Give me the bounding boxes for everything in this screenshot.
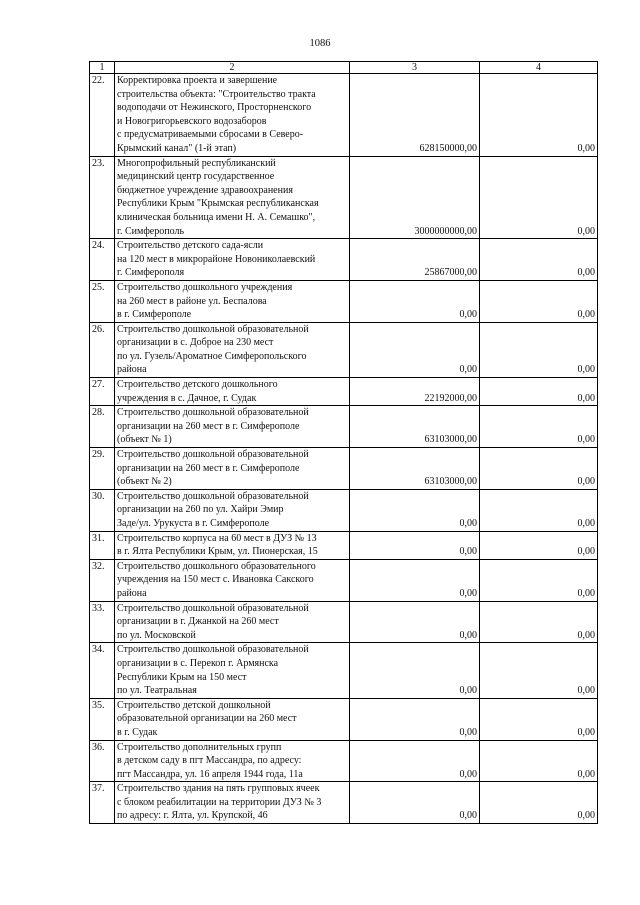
row-value-col3: 22192000,00 [350,378,480,406]
table-row [90,378,598,406]
table-row [90,322,598,377]
row-value-col3: 628150000,00 [350,74,480,157]
row-number: 32. [90,559,115,601]
row-description: Строительство детского дошкольного учреждения в с. Дачное, г. Судак [115,378,350,406]
row-value-col4: 0,00 [480,156,598,239]
row-number: 34. [90,643,115,698]
budget-table [89,61,598,824]
row-number: 27. [90,378,115,406]
row-value-col4: 0,00 [480,448,598,490]
row-value-col4: 0,00 [480,322,598,377]
row-value-col3: 0,00 [350,531,480,559]
table-row [90,239,598,281]
row-number: 26. [90,322,115,377]
row-number: 29. [90,448,115,490]
row-value-col3: 63103000,00 [350,448,480,490]
row-description: Корректировка проекта и завершение строительства объекта: "Строительство тракта водоподачи от Нежинского, Просторненского и Новогригорьевского водозаборов с предусматриваемыми сбросами в Северо- Крымский канал" (1-й этап) [115,74,350,157]
row-number: 24. [90,239,115,281]
row-number: 23. [90,156,115,239]
table-row [90,531,598,559]
row-value-col4: 0,00 [480,643,598,698]
row-value-col3: 0,00 [350,601,480,643]
column-header-2: 2 [115,62,350,74]
table-row [90,643,598,698]
row-number: 31. [90,531,115,559]
row-description: Строительство дошкольной образовательной организации в с. Перекоп г. Армянска Республики Крым на 150 мест по ул. Театральная [115,643,350,698]
column-header-3: 3 [350,62,480,74]
row-value-col4: 0,00 [480,559,598,601]
row-number: 30. [90,489,115,531]
column-header-1: 1 [90,62,115,74]
table-row [90,406,598,448]
table-row [90,448,598,490]
row-value-col3: 0,00 [350,489,480,531]
row-value-col4: 0,00 [480,239,598,281]
row-value-col4: 0,00 [480,740,598,782]
row-description: Строительство дошкольной образовательной организации на 260 мест в г. Симферополе (объект № 1) [115,406,350,448]
row-value-col4: 0,00 [480,378,598,406]
table-row [90,74,598,157]
row-description: Строительство дополнительных групп в детском саду в пгт Массандра, по адресу: пгт Массандра, ул. 16 апреля 1944 года, 11а [115,740,350,782]
row-value-col3: 0,00 [350,782,480,824]
row-number: 22. [90,74,115,157]
table-row [90,740,598,782]
row-value-col3: 0,00 [350,740,480,782]
table-row [90,559,598,601]
row-description: Строительство детской дошкольной образовательной организации на 260 мест в г. Судак [115,698,350,740]
row-number: 28. [90,406,115,448]
row-value-col4: 0,00 [480,698,598,740]
column-header-4: 4 [480,62,598,74]
table-row [90,601,598,643]
row-value-col3: 0,00 [350,559,480,601]
table-row [90,698,598,740]
row-description: Строительство дошкольной образовательной организации на 260 мест в г. Симферополе (объект № 2) [115,448,350,490]
table-row [90,156,598,239]
row-value-col3: 0,00 [350,643,480,698]
row-description: Строительство дошкольной образовательной организации на 260 по ул. Хайри Эмир Заде/ул. Урукуста в г. Симферополе [115,489,350,531]
row-number: 37. [90,782,115,824]
row-value-col3: 63103000,00 [350,406,480,448]
row-description: Строительство дошкольной образовательной организации в г. Джанкой на 260 мест по ул. Московской [115,601,350,643]
table-row [90,489,598,531]
row-value-col3: 0,00 [350,322,480,377]
page-number: 1086 [309,38,331,49]
row-number: 25. [90,280,115,322]
row-value-col4: 0,00 [480,531,598,559]
row-value-col4: 0,00 [480,406,598,448]
row-description: Строительство дошкольной образовательной организации в с. Доброе на 230 мест по ул. Гузель/Ароматное Симферопольского района [115,322,350,377]
row-value-col3: 0,00 [350,280,480,322]
row-description: Строительство детского сада-ясли на 120 мест в микрорайоне Новониколаевский г. Симферополя [115,239,350,281]
row-description: Многопрофильный республиканский медицинский центр государственное бюджетное учреждение здравоохранения Республики Крым "Крымская республиканская клиническая больница имени Н. А. Семашко", г. Симферополь [115,156,350,239]
row-description: Строительство корпуса на 60 мест в ДУЗ № 13 в г. Ялта Республики Крым, ул. Пионерская, 15 [115,531,350,559]
row-value-col3: 25867000,00 [350,239,480,281]
table-body [90,62,598,824]
table-row [90,782,598,824]
row-value-col3: 3000000000,00 [350,156,480,239]
table-row [90,280,598,322]
row-value-col4: 0,00 [480,280,598,322]
row-description: Строительство дошкольного образовательного учреждения на 150 мест с. Ивановка Сакского района [115,559,350,601]
row-value-col4: 0,00 [480,489,598,531]
row-number: 33. [90,601,115,643]
row-number: 35. [90,698,115,740]
row-description: Строительство дошкольного учреждения на 260 мест в районе ул. Беспалова в г. Симферополе [115,280,350,322]
row-value-col4: 0,00 [480,782,598,824]
table-header-row [90,62,598,74]
row-description: Строительство здания на пять групповых ячеек с блоком реабилитации на территории ДУЗ № 3 по адресу: г. Ялта, ул. Крупской, 46 [115,782,350,824]
row-value-col4: 0,00 [480,74,598,157]
row-value-col4: 0,00 [480,601,598,643]
row-number: 36. [90,740,115,782]
row-value-col3: 0,00 [350,698,480,740]
